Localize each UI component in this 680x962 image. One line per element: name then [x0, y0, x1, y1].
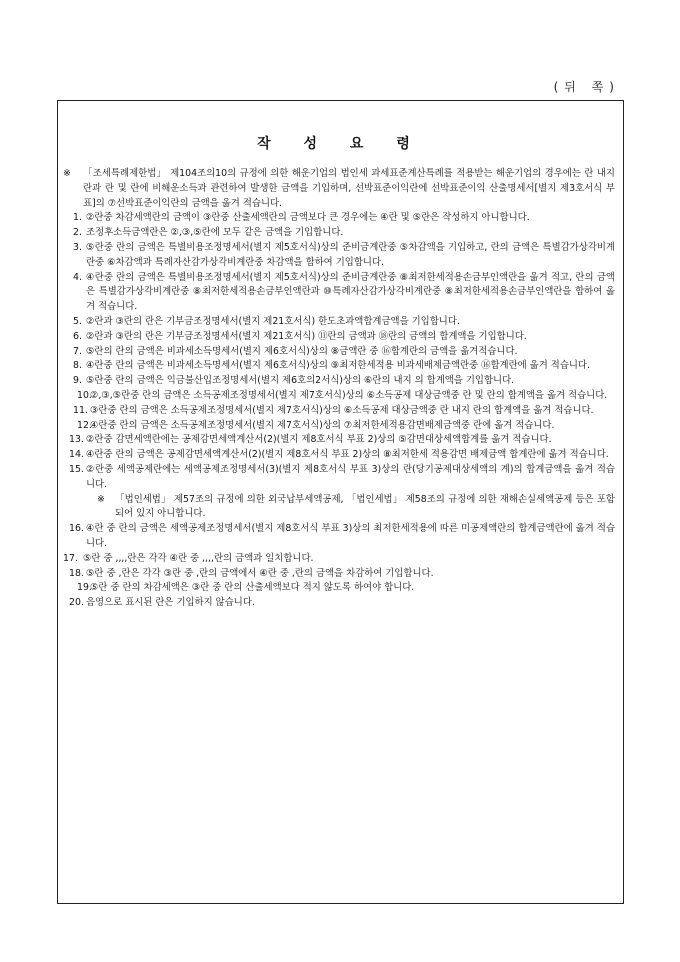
item-text: ②,③,⑤란중 란의 금액은 소득공제조정명세서(별지 제7호서식)상의 ⑥소득공제 대상금액중 란 및 란의 합계액을 옮겨 적습니다.	[90, 389, 608, 401]
list-item-16	[63, 522, 615, 552]
item-text: 「법인세법」 제57조의 규정에 의한 외국납부세액공제, 「법인세법」 제58조의 규정에 의한 재해손실세액공제 등은 포함되어 있지 아니합니다.	[115, 493, 615, 520]
list-item-1	[63, 211, 615, 226]
list-item-15	[63, 463, 615, 493]
list-item-7	[63, 345, 615, 360]
item-text: ⑤란 중 란의 차감세액은 ③란 중 란의 산출세액보다 적지 않도록 하여야 합니다.	[90, 582, 415, 594]
list-item-17	[63, 552, 615, 567]
page-side-label: (뒤 쪽)	[553, 80, 620, 94]
note-text: 「조세특례제한법」 제104조의10의 규정에 의한 해운기업의 법인세 과세표준계산특례를 적용받는 해운기업의 경우에는 란 내지 란과 란 및 란에 비해운소득과 관련하여 발생한 금액을 기입하며, 선박표준이익란에 선박표준이익 산출명세서[별지 제3호서식 부표]의 ⑦선박표준이익란의 금액을 옮겨 적습니다.	[83, 168, 615, 209]
page-title: 작 성 요 령	[257, 136, 424, 152]
item-text: ②란중 세액공제란에는 세액공제조정명세서(3)(별지 제8호서식 부표 3)상의 란(당기공제대상세액의 계)의 합계금액을 옮겨 적습니다.	[86, 463, 615, 490]
item-number: 15.	[69, 463, 84, 475]
item-text: ②란중 차감세액란의 금액이 ③란중 산출세액란의 금액보다 큰 경우에는 ④란 및 ⑤란은 작성하지 아니합니다.	[86, 212, 530, 224]
list-item-18	[63, 567, 615, 582]
item-text: ④란중 란의 금액은 소득공제조정명세서(별지 제7호서식)상의 ⑦최저한세적용감면배제금액중 란에 옮겨 적습니다.	[90, 419, 555, 431]
instructions-body	[63, 167, 615, 611]
item-text: ⑤란 중 ,,,,란은 각각 ④란 중 ,,,,란의 금액과 일치합니다.	[83, 552, 314, 564]
item-text: ⑤란의 란의 금액은 비과세소득명세서(별지 제6호서식)상의 ⑧금액란 중 ⑯합계란의 금액을 옮겨적습니다.	[86, 345, 518, 357]
item-number: 18.	[69, 567, 84, 579]
item-number: 2.	[73, 227, 82, 239]
item-number: ※	[97, 493, 105, 505]
list-item-8	[63, 359, 615, 374]
item-text: ⑤란중 란의 금액은 특별비용조정명세서(별지 제5호서식)상의 준비금계란중 ⑤차감액을 기입하고, 란의 금액은 특별감가상각비계란중 ⑥차감액과 특례자산감가상각비계란중 차감액을 합하여 기입합니다.	[86, 241, 615, 268]
item-number: 9.	[73, 375, 82, 387]
intro-note	[63, 167, 615, 211]
item-number: 8.	[73, 360, 82, 372]
item-text: ②란중 감면세액란에는 공제감면세액계산서(2)(별지 제8호서식 부표 2)상의 ⑤감면대상세액합계를 옮겨 적습니다.	[86, 434, 552, 446]
item-number: 4.	[73, 271, 82, 283]
item-number: 3.	[73, 241, 82, 253]
item-number: 1.	[73, 212, 82, 224]
instructions-frame	[57, 100, 624, 904]
item-number: 17.	[63, 552, 78, 564]
list-item-15-note	[63, 493, 615, 523]
item-number: 20.	[69, 597, 84, 609]
item-text: ⑤란 중 ,란은 각각 ③란 중 ,란의 금액에서 ④란 중 ,란의 금액을 차감하여 기입합니다.	[86, 567, 434, 579]
list-item-13	[63, 433, 615, 448]
item-number: 6.	[73, 330, 82, 342]
item-text: ②란과 ③란의 란은 기부금조정명세서(별지 제21호서식) 한도초과액합계금액을 기입합니다.	[86, 315, 460, 327]
item-text: ②란과 ③란의 란은 기부금조정명세서(별지 제21호서식) ⑪란의 금액과 ⑱란의 금액의 합계액을 기입합니다.	[86, 330, 527, 342]
note-marker: ※	[63, 168, 71, 179]
list-item-5	[63, 315, 615, 330]
item-number: 16.	[69, 523, 84, 535]
item-text: ⑤란중 란의 금액은 익금불산입조정명세서(별지 제6호의2서식)상의 ⑥란의 내지 의 합계액을 기입합니다.	[86, 375, 515, 387]
item-number: 11.	[73, 404, 88, 416]
item-text: ④란중 란의 금액은 공제감면세액계산서(2)(별지 제8호서식 부표 2)상의 ⑧최저한세 적용감면 배제금액 합계란에 옮겨 적습니다.	[86, 449, 609, 461]
list-item-4	[63, 271, 615, 315]
item-number: 14.	[69, 449, 84, 461]
list-item-2	[63, 226, 615, 241]
item-number: 19.	[77, 582, 92, 594]
list-item-10	[63, 389, 615, 404]
list-item-20	[63, 596, 615, 611]
list-item-11	[63, 404, 615, 419]
list-item-14	[63, 448, 615, 463]
item-text: ④란중 란의 금액은 특별비용조정명세서(별지 제5호서식)상의 준비금계란중 ⑧최저한세적용손금부인액란을 옮겨 적고, 란의 금액은 특별감가상각비계란중 ⑧최저한세적용손금부인액란과 ⑩특례자산감가상각비계란중 ⑧최저한세적용손금부인액란을 합하여 옮겨 적습니다.	[86, 271, 615, 313]
item-number: 13.	[69, 434, 84, 446]
list-item-3	[63, 241, 615, 271]
item-text: 음영으로 표시된 란은 기입하지 않습니다.	[86, 597, 255, 609]
item-number: 5.	[73, 315, 82, 327]
list-item-9	[63, 374, 615, 389]
item-number: 7.	[73, 345, 82, 357]
item-number: 12.	[77, 419, 92, 431]
list-item-6	[63, 330, 615, 345]
item-number: 10.	[77, 389, 92, 401]
item-text: ④란중 란의 금액은 비과세소득명세서(별지 제6호서식)상의 ⑨최저한세적용 비과세배제금액란중 ⑯합계란에 옮겨 적습니다.	[86, 360, 590, 372]
item-text: 조정후소득금액란은 ②,③,⑤란에 모두 같은 금액을 기입합니다.	[86, 227, 344, 239]
list-item-19	[63, 581, 615, 596]
item-text: ③란중 란의 금액은 소득공제조정명세서(별지 제7호서식)상의 ⑥소득공제 대상금액중 란 내지 란의 합계액을 옮겨 적습니다.	[90, 404, 594, 416]
item-text: ④란 중 란의 금액은 세액공제조정명세서(별지 제8호서식 부표 3)상의 최저한세적용에 따른 미공제액란의 합계금액란에 옮겨 적습니다.	[86, 523, 615, 549]
list-item-12	[63, 419, 615, 434]
